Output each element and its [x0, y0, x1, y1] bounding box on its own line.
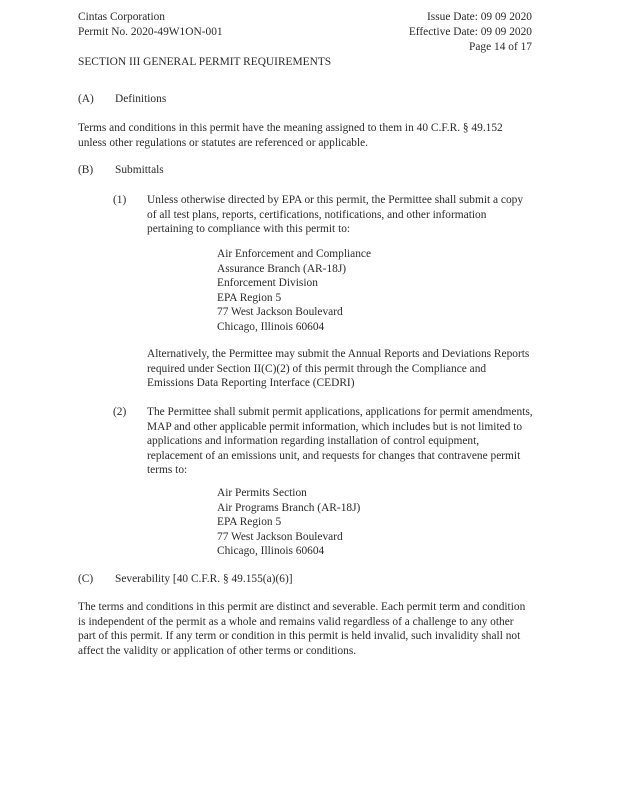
address-line: Air Programs Branch (AR-18J): [217, 501, 361, 514]
section-a-text: Terms and conditions in this permit have the meaning assigned to them in 40 C.F.R. § 49.152 unless other regulations or statutes are referenced or applicable.: [78, 122, 503, 149]
address-block-permits: [217, 486, 360, 559]
address-line: 77 West Jackson Boulevard: [217, 530, 343, 543]
item-2-text: The Permittee shall submit permit applications, applications for permit amendments, MAP and other applicable permit information, which includes but is not limited to applications and information regarding installation of control equipment, replacement of an emissions unit, and requests for changes that contravene permit terms to:: [147, 406, 533, 477]
address-block-enforcement: [217, 247, 371, 335]
section-c-heading: [115, 572, 293, 587]
section-c-label: (C): [78, 573, 94, 585]
address-line: Air Enforcement and Compliance: [217, 248, 372, 260]
section-a-label: (A): [78, 93, 94, 105]
issue-date: Issue Date: 09 09 2020: [426, 11, 532, 23]
address-line: Chicago, Illinois 60604: [217, 320, 325, 333]
item-1-text: Unless otherwise directed by EPA or this permit, the Permittee shall submit a copy of all test plans, reports, certifications, notifications, and other information pertaining to compliance with this permit to:: [147, 194, 524, 236]
item-1-label: (1): [113, 194, 127, 206]
address-line: 77 West Jackson Boulevard: [217, 306, 343, 319]
section-b-title: Submittals: [115, 164, 164, 176]
section-c-text: The terms and conditions in this permit are distinct and severable. Each permit term and condition is independent of the permit as a whole and remains valid regardless of a challenge to any other part of this permit. If any term or condition in this permit is held invalid, such invalidity shall not affect the validity or application of other terms or conditions.: [78, 601, 526, 657]
section-c-citation: [40 C.F.R. § 49.155(a)(6)]: [172, 573, 293, 585]
section-c-title: Severability: [115, 573, 171, 585]
permit-number: Permit No. 2020-49W1ON-001: [78, 26, 223, 38]
section-b-label: (B): [78, 164, 94, 176]
address-line: EPA Region 5: [217, 516, 282, 529]
section-a-title: Definitions: [115, 93, 167, 105]
page-number: Page 14 of 17: [469, 41, 532, 53]
company-name: Cintas Corporation: [78, 11, 166, 23]
item-1-alternative-text: Alternatively, the Permittee may submit the Annual Reports and Deviations Reports required under Section II(C)(2) of this permit through the Compliance and Emissions Data Reporting Interface (CEDRI): [147, 348, 530, 390]
section-title: SECTION III GENERAL PERMIT REQUIREMENTS: [78, 56, 332, 68]
address-line: Chicago, Illinois 60604: [217, 545, 325, 558]
effective-date: Effective Date: 09 09 2020: [408, 26, 532, 38]
item-2-label: (2): [113, 406, 127, 418]
address-line: Air Permits Section: [217, 487, 307, 499]
address-line: Enforcement Division: [217, 277, 318, 290]
address-line: Assurance Branch (AR-18J): [217, 262, 347, 275]
address-line: EPA Region 5: [217, 291, 282, 304]
